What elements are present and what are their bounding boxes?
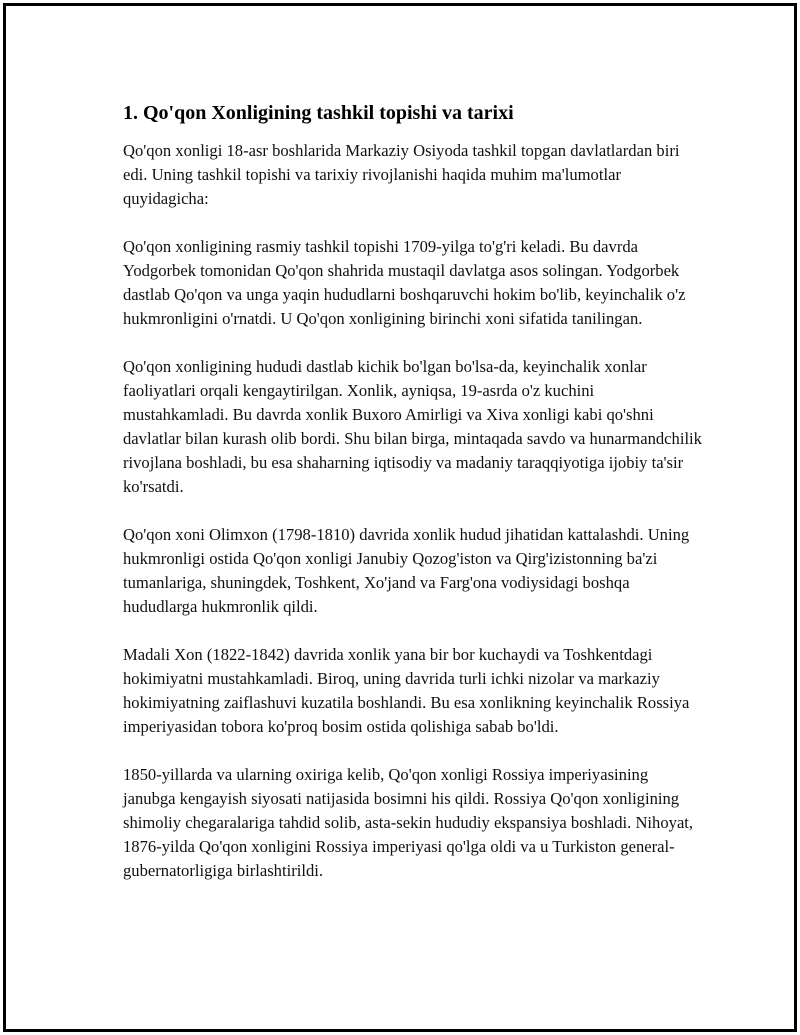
document-title: 1. Qo'qon Xonligining tashkil topishi va tarixi (123, 102, 514, 124)
paragraph-madali-xon: Madali Xon (1822-1842) davrida xonlik yana bir bor kuchaydi va Toshkentdagi hokimiyatni mustahkamladi. Biroq, uning davrida turli ichki nizolar va markaziy hokimiyatning zaiflashuvi kuzatila boshlandi. Bu esa xonlikning keyinchalik Rossiya imperiyasidan tobora ko'proq bosim ostida qolishiga sabab bo'ldi. (123, 645, 690, 736)
paragraph-russian-conquest: 1850-yillarda va ularning oxiriga kelib, Qo'qon xonligi Rossiya imperiyasining janubga kengayish siyosati natijasida bosimni his qildi. Rossiya Qo'qon xonligining shimoliy chegaralariga tahdid solib, asta-sekin hududiy ekspansiya boshladi. Nihoyat, 1876-yilda Qo'qon xonligini Rossiya imperiyasi qo'lga oldi va u Turkiston general-gubernatorligiga birlashtirildi. (123, 765, 694, 880)
paragraph-olimxon: Qo'qon xoni Olimxon (1798-1810) davrida xonlik hudud jihatidan kattalashdi. Uning hukmronligi ostida Qo'qon xonligi Janubiy Qozog'iston va Qirg'izistonning ba'zi tumanlariga, shuningdek, Toshkent, Xo'jand va Farg'ona vodiysidagi boshqa hududlarga hukmronlik qildi. (123, 525, 690, 616)
paragraph-expansion: Qo'qon xonligining hududi dastlab kichik bo'lgan bo'lsa-da, keyinchalik xonlar faoliyatlari orqali kengaytirilgan. Xonlik, ayniqsa, 19-asrda o'z kuchini mustahkamladi. Bu davrda xonlik Buxoro Amirligi va Xiva xonligi kabi qo'shni davlatlar bilan kurash olib bordi. Shu bilan birga, mintaqada savdo va hunarmandchilik rivojlana boshladi, bu esa shaharning iqtisodiy va madaniy taraqqiyotiga ijobiy ta'sir ko'rsatdi. (123, 357, 702, 496)
paragraph-founding: Qo'qon xonligining rasmiy tashkil topishi 1709-yilga to'g'ri keladi. Bu davrda Yodgorbek tomonidan Qo'qon shahrida mustaqil davlatga asos solingan. Yodgorbek dastlab Qo'qon va unga yaqin hududlarni boshqaruvchi hokim bo'lib, keyinchalik o'z hukmronligini o'rnatdi. U Qo'qon xonligining birinchi xoni sifatida tanilingan. (123, 237, 686, 328)
page-frame (3, 3, 797, 1032)
paragraph-intro: Qo'qon xonligi 18-asr boshlarida Markaziy Osiyoda tashkil topgan davlatlardan biri edi. Uning tashkil topishi va tarixiy rivojlanishi haqida muhim ma'lumotlar quyidagicha: (123, 141, 680, 208)
document-body (123, 99, 703, 907)
